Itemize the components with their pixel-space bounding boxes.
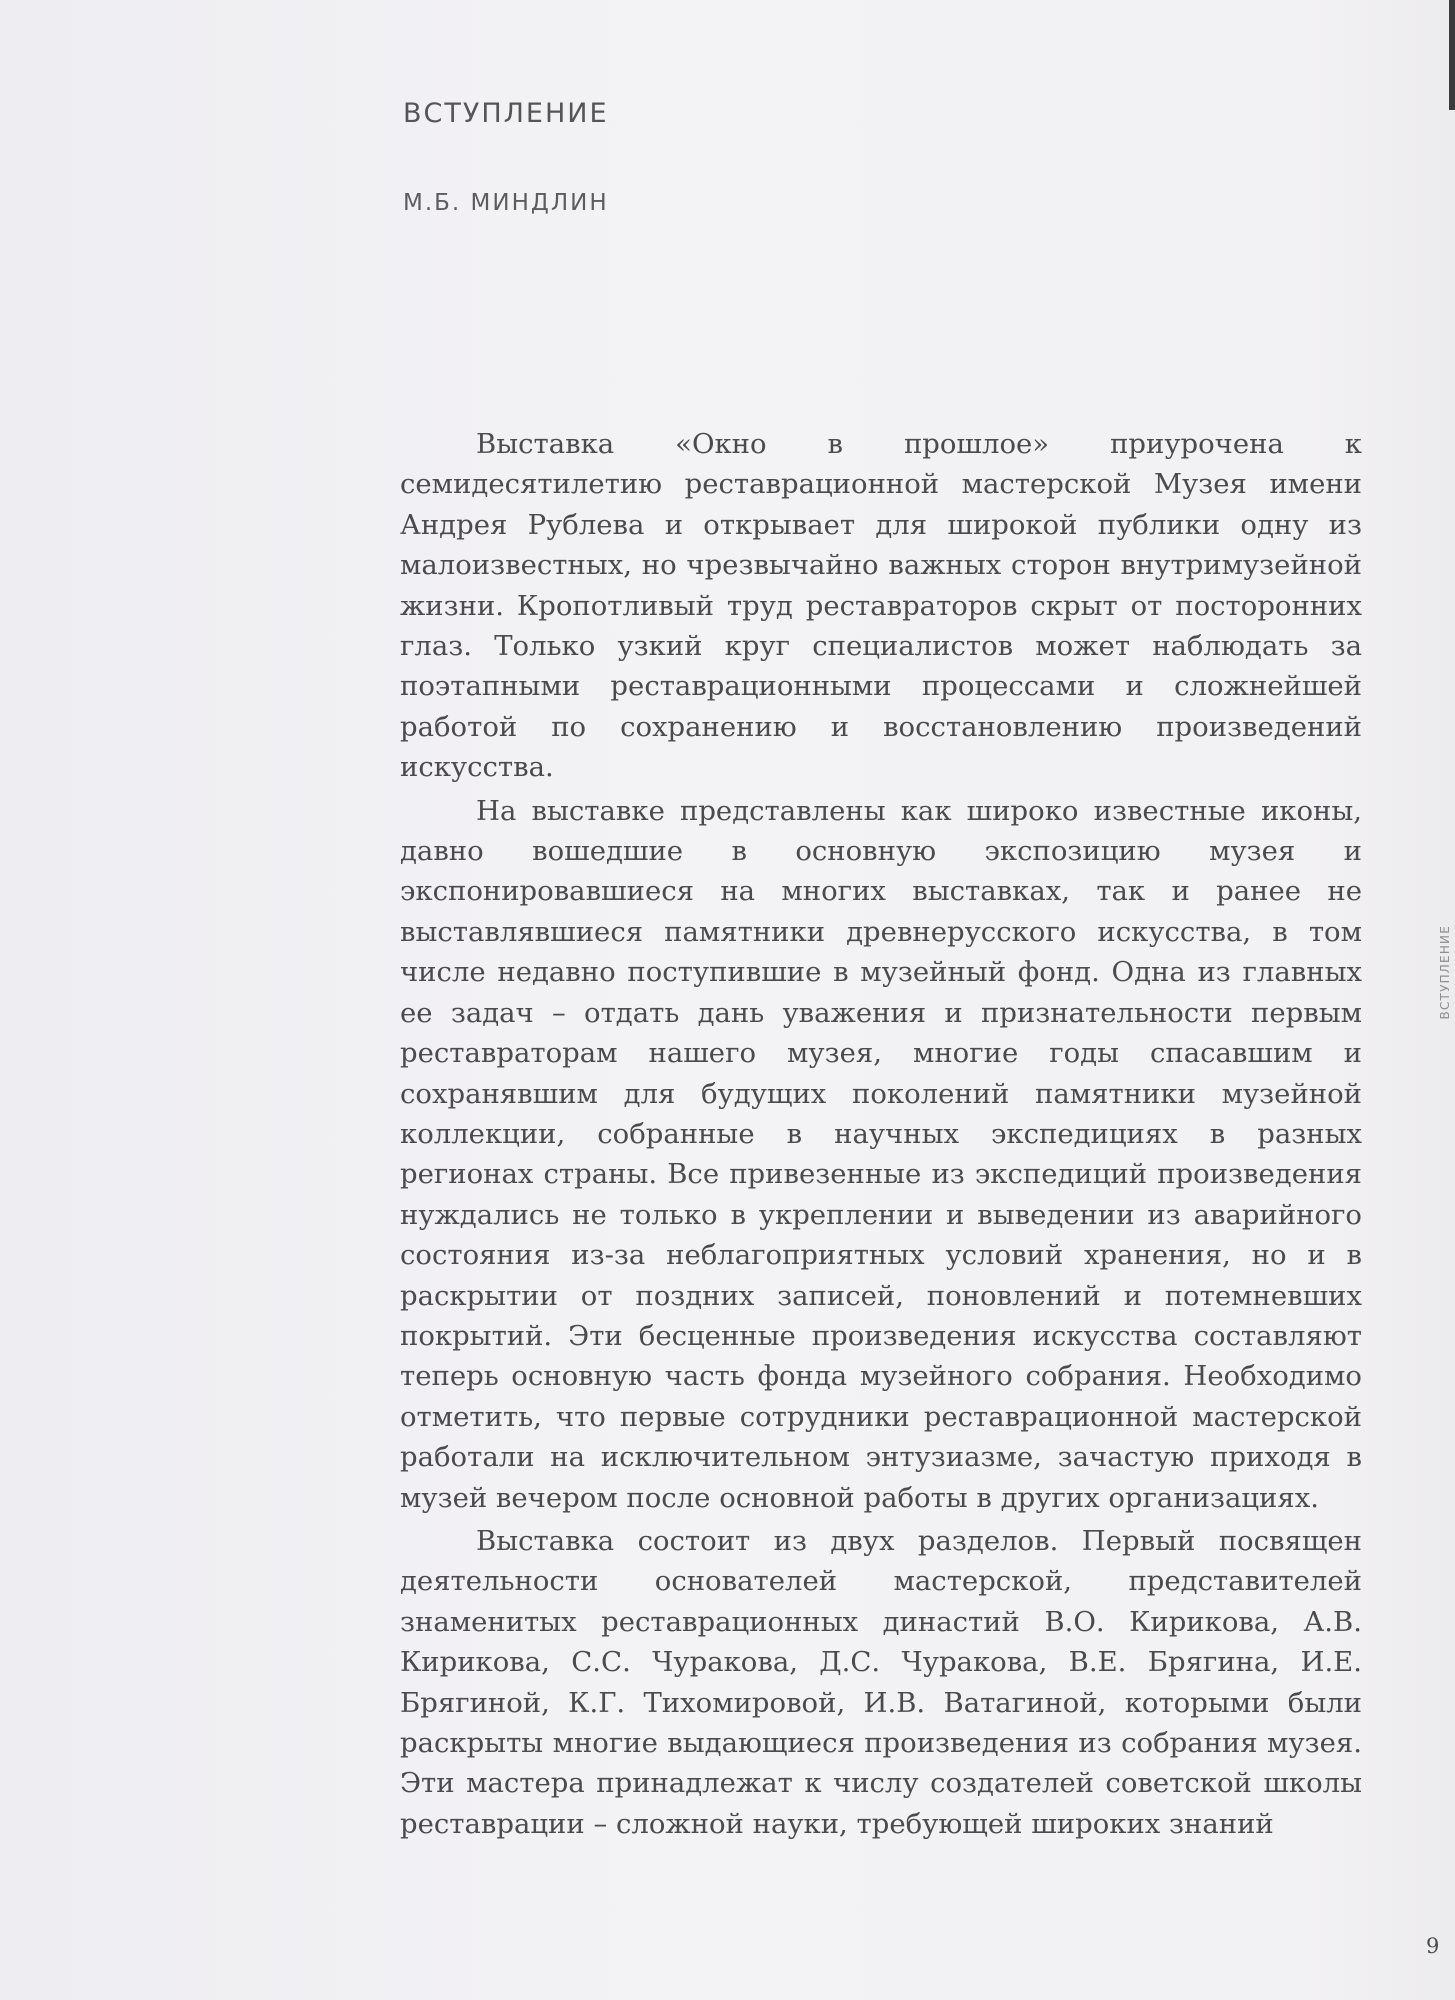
paragraph-1: Выставка «Окно в прошлое» приурочена к семидесятилетию реставрационной мастерской Музея имени Андрея Рублева и открывает для широкой публики одну из малоизвестных, но чрезвычайно важных сторон внутримузейной жизни. Кропотливый труд реставраторов скрыт от посторонних глаз. Только узкий круг специалистов может наблюдать за поэтапными реставрационными процессами и сложнейшей работой по сохранению и восстановлению произведений искусства. [400,428,1362,784]
author-name: М.Б. МИНДЛИН [403,190,609,216]
paragraph-3: Выставка состоит из двух разделов. Первый посвящен деятельности основателей мастерской, представителей знаменитых реставрационных династий В.О. Кирикова, А.В. Кирикова, С.С. Чуракова, Д.С. Чуракова, В.Е. Брягина, И.Е. Брягиной, К.Г. Тихомировой, И.В. Ватагиной, которыми были раскрыты многие выдающиеся произведения из собрания музея. Эти мастера принадлежат к числу создателей советской школы реставрации – сложной науки, требующей широких знаний [400,1524,1362,1840]
page-number: 9 [1426,1934,1440,1958]
running-head: ВСТУПЛЕНИЕ [1438,925,1452,1020]
section-title: ВСТУПЛЕНИЕ [403,98,609,129]
page-edge-marker [1449,0,1455,110]
paragraph-2: На выставке представлены как широко известные иконы, давно вошедшие в основную экспозицию музея и экспонировавшиеся на многих выставках, так и ранее не выставлявшиеся памятники древнерусского искусства, в том числе недавно поступившие в музейный фонд. Одна из главных ее задач – отдать дань уважения и признательности первым реставраторам нашего музея, многие годы спасавшим и сохранявшим для будущих поколений памятники музейной коллекции, собранные в научных экспедициях в разных регионах страны. Все привезенные из экспедиций произведения нуждались не только в укреплении и выведении из аварийного состояния из-за неблагоприятных условий хранения, но и в раскрытии от поздних записей, поновлений и потемневших покрытий. Эти бесценные произведения искусства составляют теперь основную часть фонда музейного собрания. Необходимо отметить, что первые сотрудники реставрационной мастерской работали на исключительном энтузиазме, зачастую приходя в музей вечером после основной работы в других организациях. [400,794,1362,1514]
article-body [400,424,1362,1847]
